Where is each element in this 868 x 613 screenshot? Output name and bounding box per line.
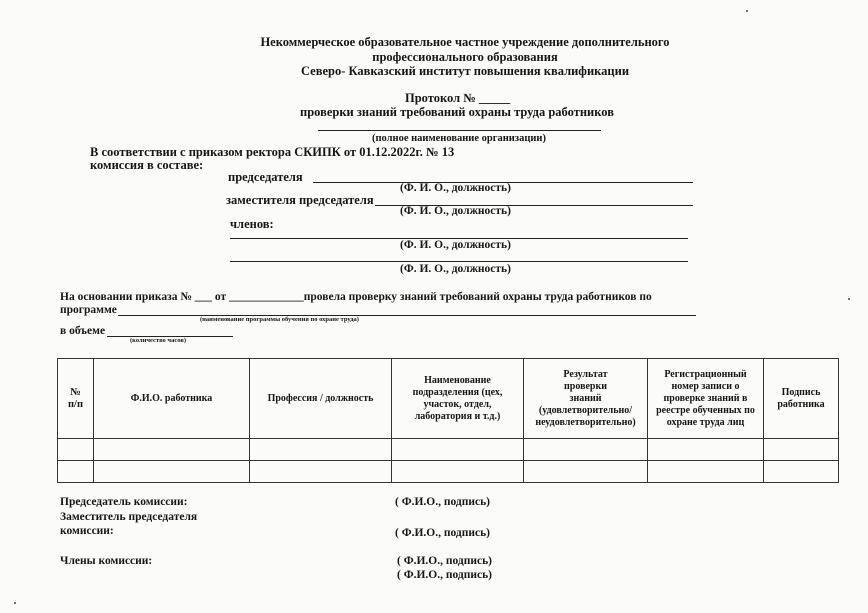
basis-order-number-date: На основании приказа № ___ от _____________	[60, 291, 304, 303]
member1-fio-hint: (Ф. И. О., должность)	[400, 239, 511, 251]
table-cell[interactable]	[58, 439, 94, 461]
sign-chairman-fio[interactable]: ( Ф.И.О., подпись)	[395, 496, 490, 508]
header-result	[524, 359, 648, 439]
table-cell[interactable]	[524, 439, 648, 461]
header-registration-label: Регистрационный номер записи о проверке знаний в реестре обученных по охране труда лиц	[656, 368, 755, 428]
sign-members-label: Члены комиссии:	[60, 555, 153, 567]
deputy-fio-hint: (Ф. И. О., должность)	[400, 205, 511, 217]
table-header-row	[58, 359, 839, 439]
org-name-field[interactable]	[318, 130, 601, 131]
table-cell[interactable]	[94, 461, 250, 483]
program-label: программе	[60, 304, 117, 316]
employees-table	[57, 358, 839, 483]
scan-speck	[746, 10, 748, 12]
order-line: В соответствии с приказом ректора СКИПК от 01.12.2022г. № 13	[90, 145, 455, 159]
table-cell[interactable]	[250, 439, 392, 461]
member2-fio-hint: (Ф. И. О., должность)	[400, 263, 511, 275]
sign-deputy-fio[interactable]: ( Ф.И.О., подпись)	[395, 527, 490, 539]
table-cell[interactable]	[648, 439, 764, 461]
table-row	[58, 461, 839, 483]
chairman-fio-hint: (Ф. И. О., должность)	[400, 182, 511, 194]
header-fio	[94, 359, 250, 439]
table-cell[interactable]	[58, 461, 94, 483]
header-registration	[648, 359, 764, 439]
sign-member2-fio[interactable]: ( Ф.И.О., подпись)	[397, 569, 492, 581]
members-label: членов:	[230, 217, 274, 231]
table-cell[interactable]	[392, 439, 524, 461]
header-number	[58, 359, 94, 439]
header-subdivision-label: Наименование подразделения (цех, участок, отдел, лаборатория и т.д.)	[412, 374, 503, 422]
program-hint: (наименование программы обучения по охране труда)	[200, 316, 359, 323]
header-fio-label: Ф.И.О. работника	[130, 392, 213, 404]
sign-member1-fio[interactable]: ( Ф.И.О., подпись)	[397, 555, 492, 567]
org-name-line1: Некоммерческое образовательное частное учреждение дополнительного	[260, 35, 670, 49]
header-profession-label: Профессия / должность	[267, 392, 374, 404]
member2-field[interactable]	[230, 261, 688, 262]
header-number-label: № п/п	[67, 386, 84, 410]
table-cell[interactable]	[250, 461, 392, 483]
table-cell[interactable]	[764, 461, 839, 483]
org-name-line2: профессионального образования	[372, 50, 558, 64]
commission-composition-label: комиссия в составе:	[90, 158, 204, 172]
table-cell[interactable]	[764, 439, 839, 461]
sign-deputy-label-1: Заместитель председателя	[60, 511, 198, 523]
chairman-label: председателя	[228, 170, 303, 184]
table-cell[interactable]	[94, 439, 250, 461]
protocol-title: Протокол № _____	[405, 91, 511, 105]
header-subdivision	[392, 359, 524, 439]
volume-label: в объеме	[60, 325, 106, 337]
org-name-hint: (полное наименование организации)	[372, 133, 546, 144]
table-cell[interactable]	[392, 461, 524, 483]
deputy-label: заместителя председателя	[226, 193, 374, 207]
scan-speck	[848, 298, 850, 300]
header-signature	[764, 359, 839, 439]
sign-chairman-label: Председатель комиссии:	[60, 496, 188, 508]
scan-speck	[14, 602, 16, 604]
basis-check-text: провела проверку знаний требований охраны труда работников по	[303, 291, 652, 303]
table-row	[58, 439, 839, 461]
header-signature-label: Подпись работника	[777, 386, 825, 410]
table-cell[interactable]	[648, 461, 764, 483]
protocol-subtitle: проверки знаний требований охраны труда работников	[300, 105, 614, 119]
header-profession	[250, 359, 392, 439]
header-result-label: Результат проверки знаний (удовлетворительно/ неудовлетворительно)	[535, 368, 636, 428]
table-cell[interactable]	[524, 461, 648, 483]
sign-deputy-label-2: комиссии:	[60, 525, 114, 537]
basis-order-text	[60, 291, 652, 303]
hours-hint: (количество часов)	[130, 337, 186, 344]
org-name-line3: Северо- Кавказский институт повышения квалификации	[300, 64, 630, 78]
